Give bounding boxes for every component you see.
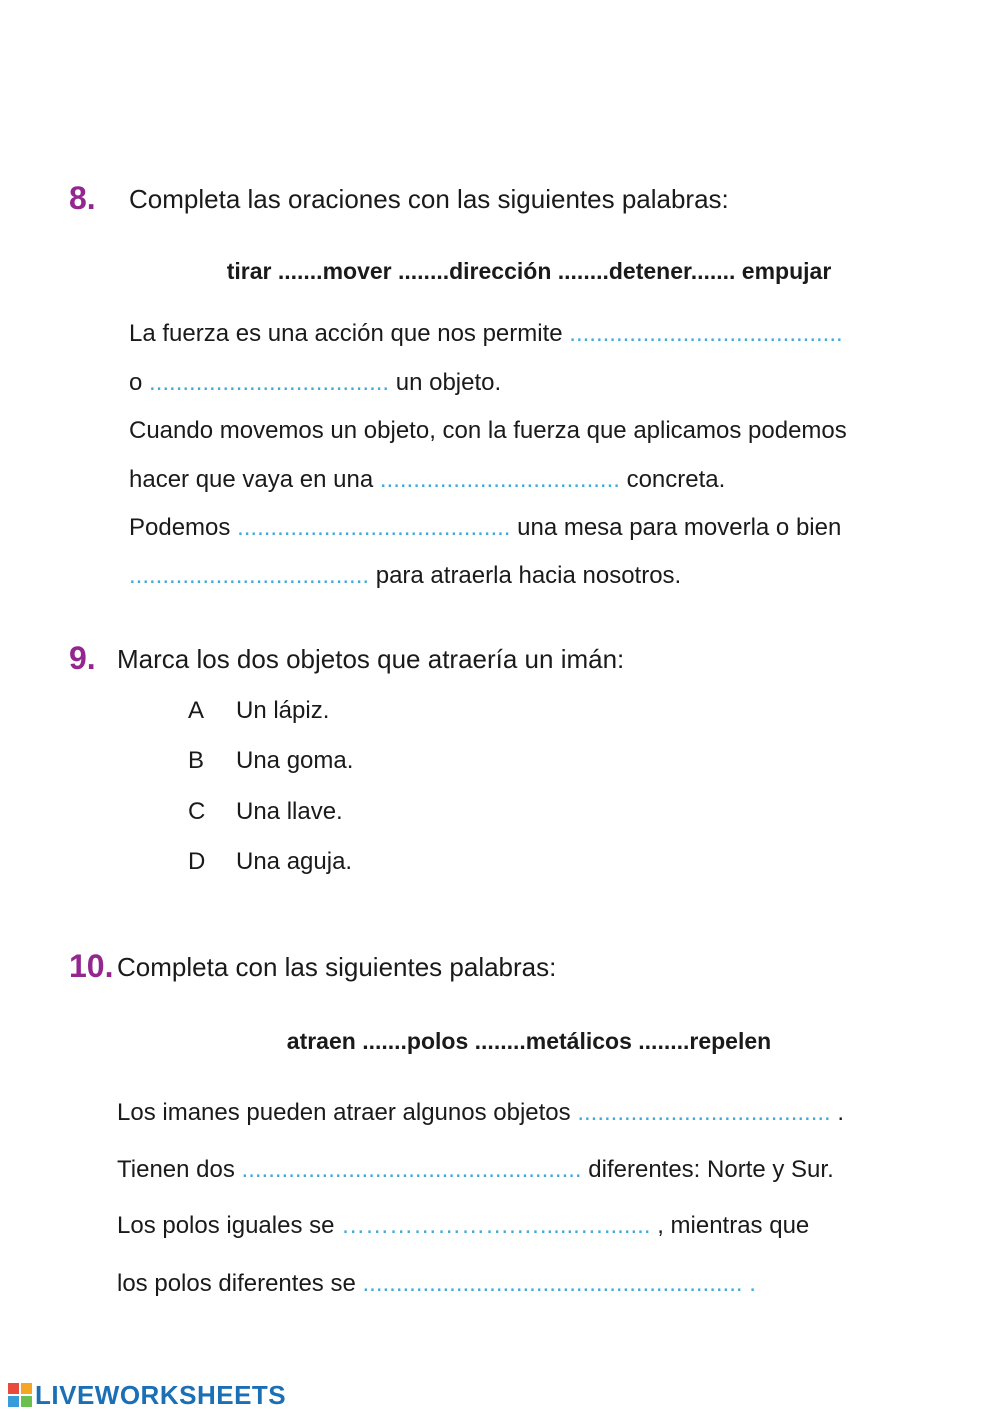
q8-line1-text: La fuerza es una acción que nos permite <box>129 320 563 347</box>
q8-line2-text-a: o <box>129 369 143 396</box>
q9-option-a[interactable] <box>188 697 330 725</box>
q8-line5-text-b: una mesa para moverla o bien <box>517 514 842 541</box>
q10-blank-1[interactable]: ...................................... <box>577 1099 831 1126</box>
q10-line3-text-b: , mientras que <box>657 1212 810 1239</box>
q10-line3-text-a: Los polos iguales se <box>117 1212 335 1239</box>
question-8-number: 8. <box>69 180 96 216</box>
q9-option-letter: B <box>188 747 205 774</box>
q8-sentence-4 <box>129 466 725 494</box>
q10-blank-4[interactable]: ......................................................... <box>362 1270 743 1297</box>
question-10-prompt: Completa con las siguientes palabras: <box>117 952 557 982</box>
q9-option-d[interactable] <box>188 848 353 876</box>
question-8-prompt: Completa las oraciones con las siguientes palabras: <box>129 184 729 214</box>
q10-line4-text-b: . <box>749 1270 756 1297</box>
q9-option-text: Una aguja. <box>236 848 353 875</box>
q8-blank-5[interactable]: .................................... <box>129 562 370 589</box>
q9-option-c[interactable] <box>188 798 343 826</box>
q8-line2-text-b: un objeto. <box>395 369 502 396</box>
q8-sentence-3: Cuando movemos un objeto, con la fuerza que aplicamos podemos <box>129 417 847 444</box>
question-10-number: 10. <box>69 948 114 984</box>
q9-option-text: Una goma. <box>236 747 354 774</box>
q10-blank-3[interactable]: ………………….…......…....... <box>341 1212 651 1239</box>
q10-line1-text-a: Los imanes pueden atraer algunos objetos <box>117 1099 571 1126</box>
q8-blank-3[interactable]: .................................... <box>379 466 620 493</box>
q9-option-letter: C <box>188 798 206 825</box>
q9-option-b[interactable] <box>188 747 354 775</box>
q10-line2-text-b: diferentes: Norte y Sur. <box>588 1156 834 1183</box>
q10-line4-text-a: los polos diferentes se <box>117 1270 356 1297</box>
q10-blank-2[interactable]: ................................................... <box>241 1156 582 1183</box>
q8-line4-text-b: concreta. <box>626 466 726 493</box>
question-10-wordbank: atraen .......polos ........metálicos ........repelen <box>286 1028 772 1054</box>
q9-option-text: Una llave. <box>236 798 343 825</box>
q8-sentence-6 <box>129 562 681 590</box>
question-9-number: 9. <box>69 640 96 676</box>
q9-option-letter: A <box>188 697 205 724</box>
q10-sentence-4 <box>117 1270 756 1298</box>
q8-sentence-1 <box>129 320 843 348</box>
question-9-prompt: Marca los dos objetos que atraería un imán: <box>117 644 625 674</box>
q10-line2-text-a: Tienen dos <box>117 1156 235 1183</box>
q8-blank-2[interactable]: .................................... <box>149 369 390 396</box>
q10-sentence-1 <box>117 1099 844 1127</box>
q10-line1-text-b: . <box>837 1099 845 1126</box>
q9-option-text: Un lápiz. <box>236 697 330 724</box>
logo-text: LIVEWORKSHEETS <box>35 1379 287 1410</box>
q10-sentence-2 <box>117 1156 834 1184</box>
q8-line6-text-b: para atraerla hacia nosotros. <box>375 562 682 589</box>
liveworksheets-logo <box>8 1381 286 1409</box>
liveworksheets-logo-icon <box>8 1383 32 1407</box>
q9-option-letter: D <box>188 848 206 875</box>
q8-line5-text-a: Podemos <box>129 514 231 541</box>
q8-sentence-2 <box>129 369 501 397</box>
q8-sentence-5 <box>129 514 841 542</box>
q8-blank-1[interactable]: ......................................... <box>569 320 843 347</box>
q8-blank-4[interactable]: ......................................... <box>237 514 511 541</box>
question-8-wordbank: tirar .......mover ........dirección ........detener....... empujar <box>226 258 832 284</box>
q10-sentence-3 <box>117 1212 809 1240</box>
q8-line4-text-a: hacer que vaya en una <box>129 466 374 493</box>
